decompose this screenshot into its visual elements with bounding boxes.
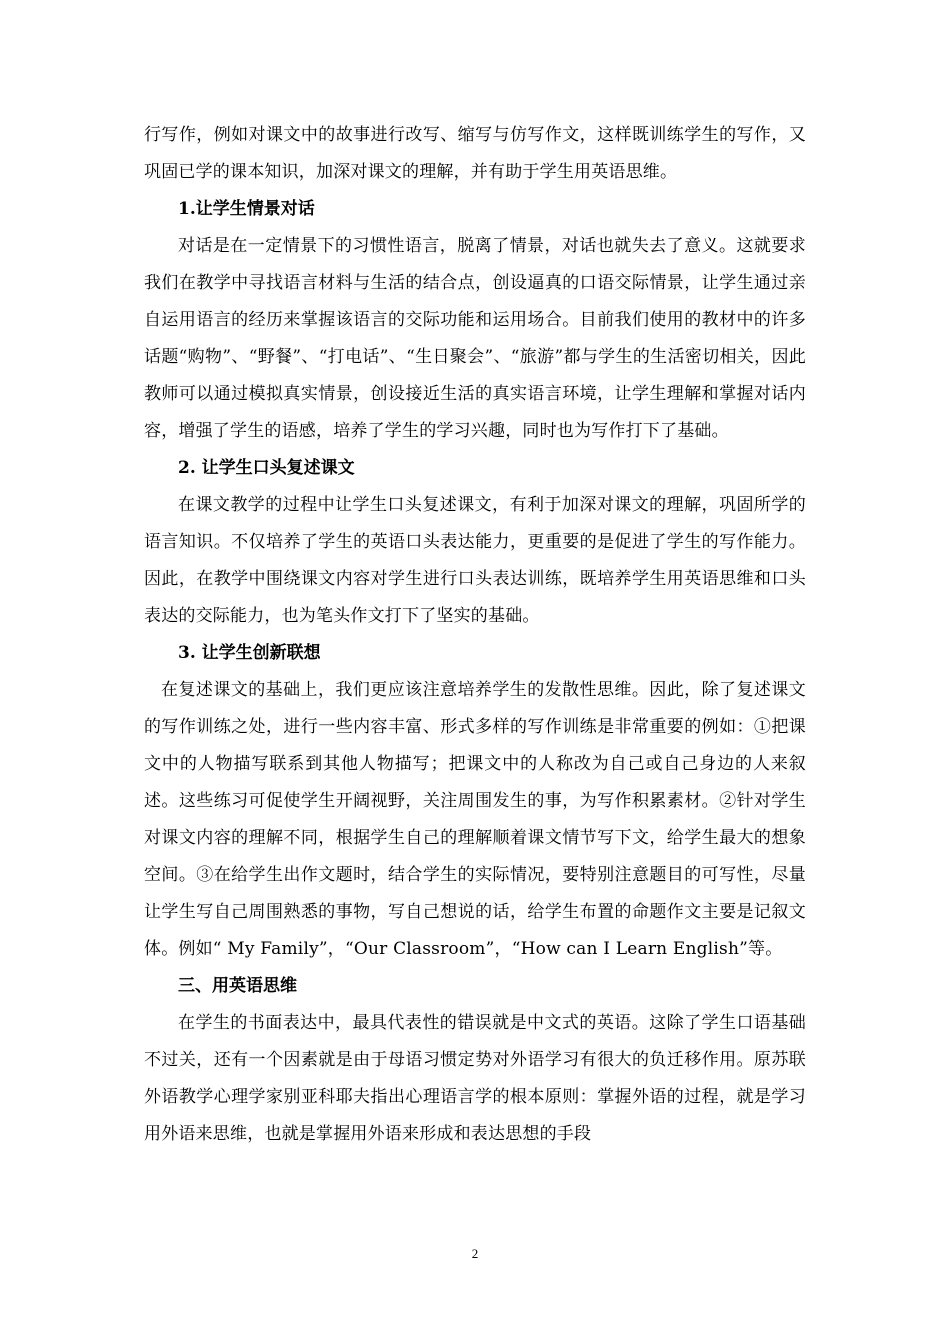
paragraph-english-thinking: 在学生的书面表达中，最具代表性的错误就是中文式的英语。这除了学生口语基础不过关，还有一个因素就是由于母语习惯定势对外语学习有很大的负迁移作用。原苏联外语教学心理学家别亚科耶夫指出心理语言学的根本原则：掌握外语的过程，就是学习用外语来思维，也就是掌握用外语来形成和表达思想的手段 [144, 1013, 806, 1144]
paragraph-dialogue: 对话是在一定情景下的习惯性语言，脱离了情景，对话也就失去了意义。这就要求我们在教学中寻找语言材料与生活的结合点，创设逼真的口语交际情景，让学生通过亲自运用语言的经历来掌握该语言的交际功能和运用场合。目前我们使用的教材中的许多话题“购物”、“野餐”、“打电话”、“生日聚会”、“旅游”都与学生的生活密切相关，因此教师可以通过模拟真实情景，创设接近生活的真实语言环境，让学生理解和掌握对话内容，增强了学生的语感，培养了学生的学习兴趣，同时也为写作打下了基础。 [144, 236, 806, 441]
paragraph-continuation: 行写作，例如对课文中的故事进行改写、缩写与仿写作文，这样既训练学生的写作，又巩固已学的课本知识，加深对课文的理解，并有助于学生用英语思维。 [144, 125, 806, 182]
page-number: 2 [471, 1246, 479, 1261]
document-body [144, 117, 806, 1153]
heading-situational-dialogue: 1.让学生情景对话 [178, 199, 315, 219]
heading-oral-retelling: 2. 让学生口头复述课文 [178, 458, 355, 478]
heading-creative-association: 3. 让学生创新联想 [178, 643, 321, 663]
heading-english-thinking: 三、用英语思维 [178, 976, 297, 996]
paragraph-creative: 在复述课文的基础上，我们更应该注意培养学生的发散性思维。因此，除了复述课文的写作训练之处，进行一些内容丰富、形式多样的写作训练是非常重要的例如：①把课文中的人物描写联系到其他人物描写；把课文中的人称改为自己或自己身边的人来叙述。这些练习可促使学生开阔视野，关注周围发生的事，为写作积累素材。②针对学生对课文内容的理解不同，根据学生自己的理解顺着课文情节写下文，给学生最大的想象空间。③在给学生出作文题时，结合学生的实际情况，要特别注意题目的可写性，尽量让学生写自己周围熟悉的事物，写自己想说的话，给学生布置的命题作文主要是记叙文体。例如“ My Family”，“Our Classroom”，“How can I Learn English”等。 [144, 680, 806, 959]
paragraph-retelling: 在课文教学的过程中让学生口头复述课文，有利于加深对课文的理解，巩固所学的语言知识。不仅培养了学生的英语口头表达能力，更重要的是促进了学生的写作能力。因此，在教学中围绕课文内容对学生进行口头表达训练，既培养学生用英语思维和口头表达的交际能力，也为笔头作文打下了坚实的基础。 [144, 495, 806, 626]
